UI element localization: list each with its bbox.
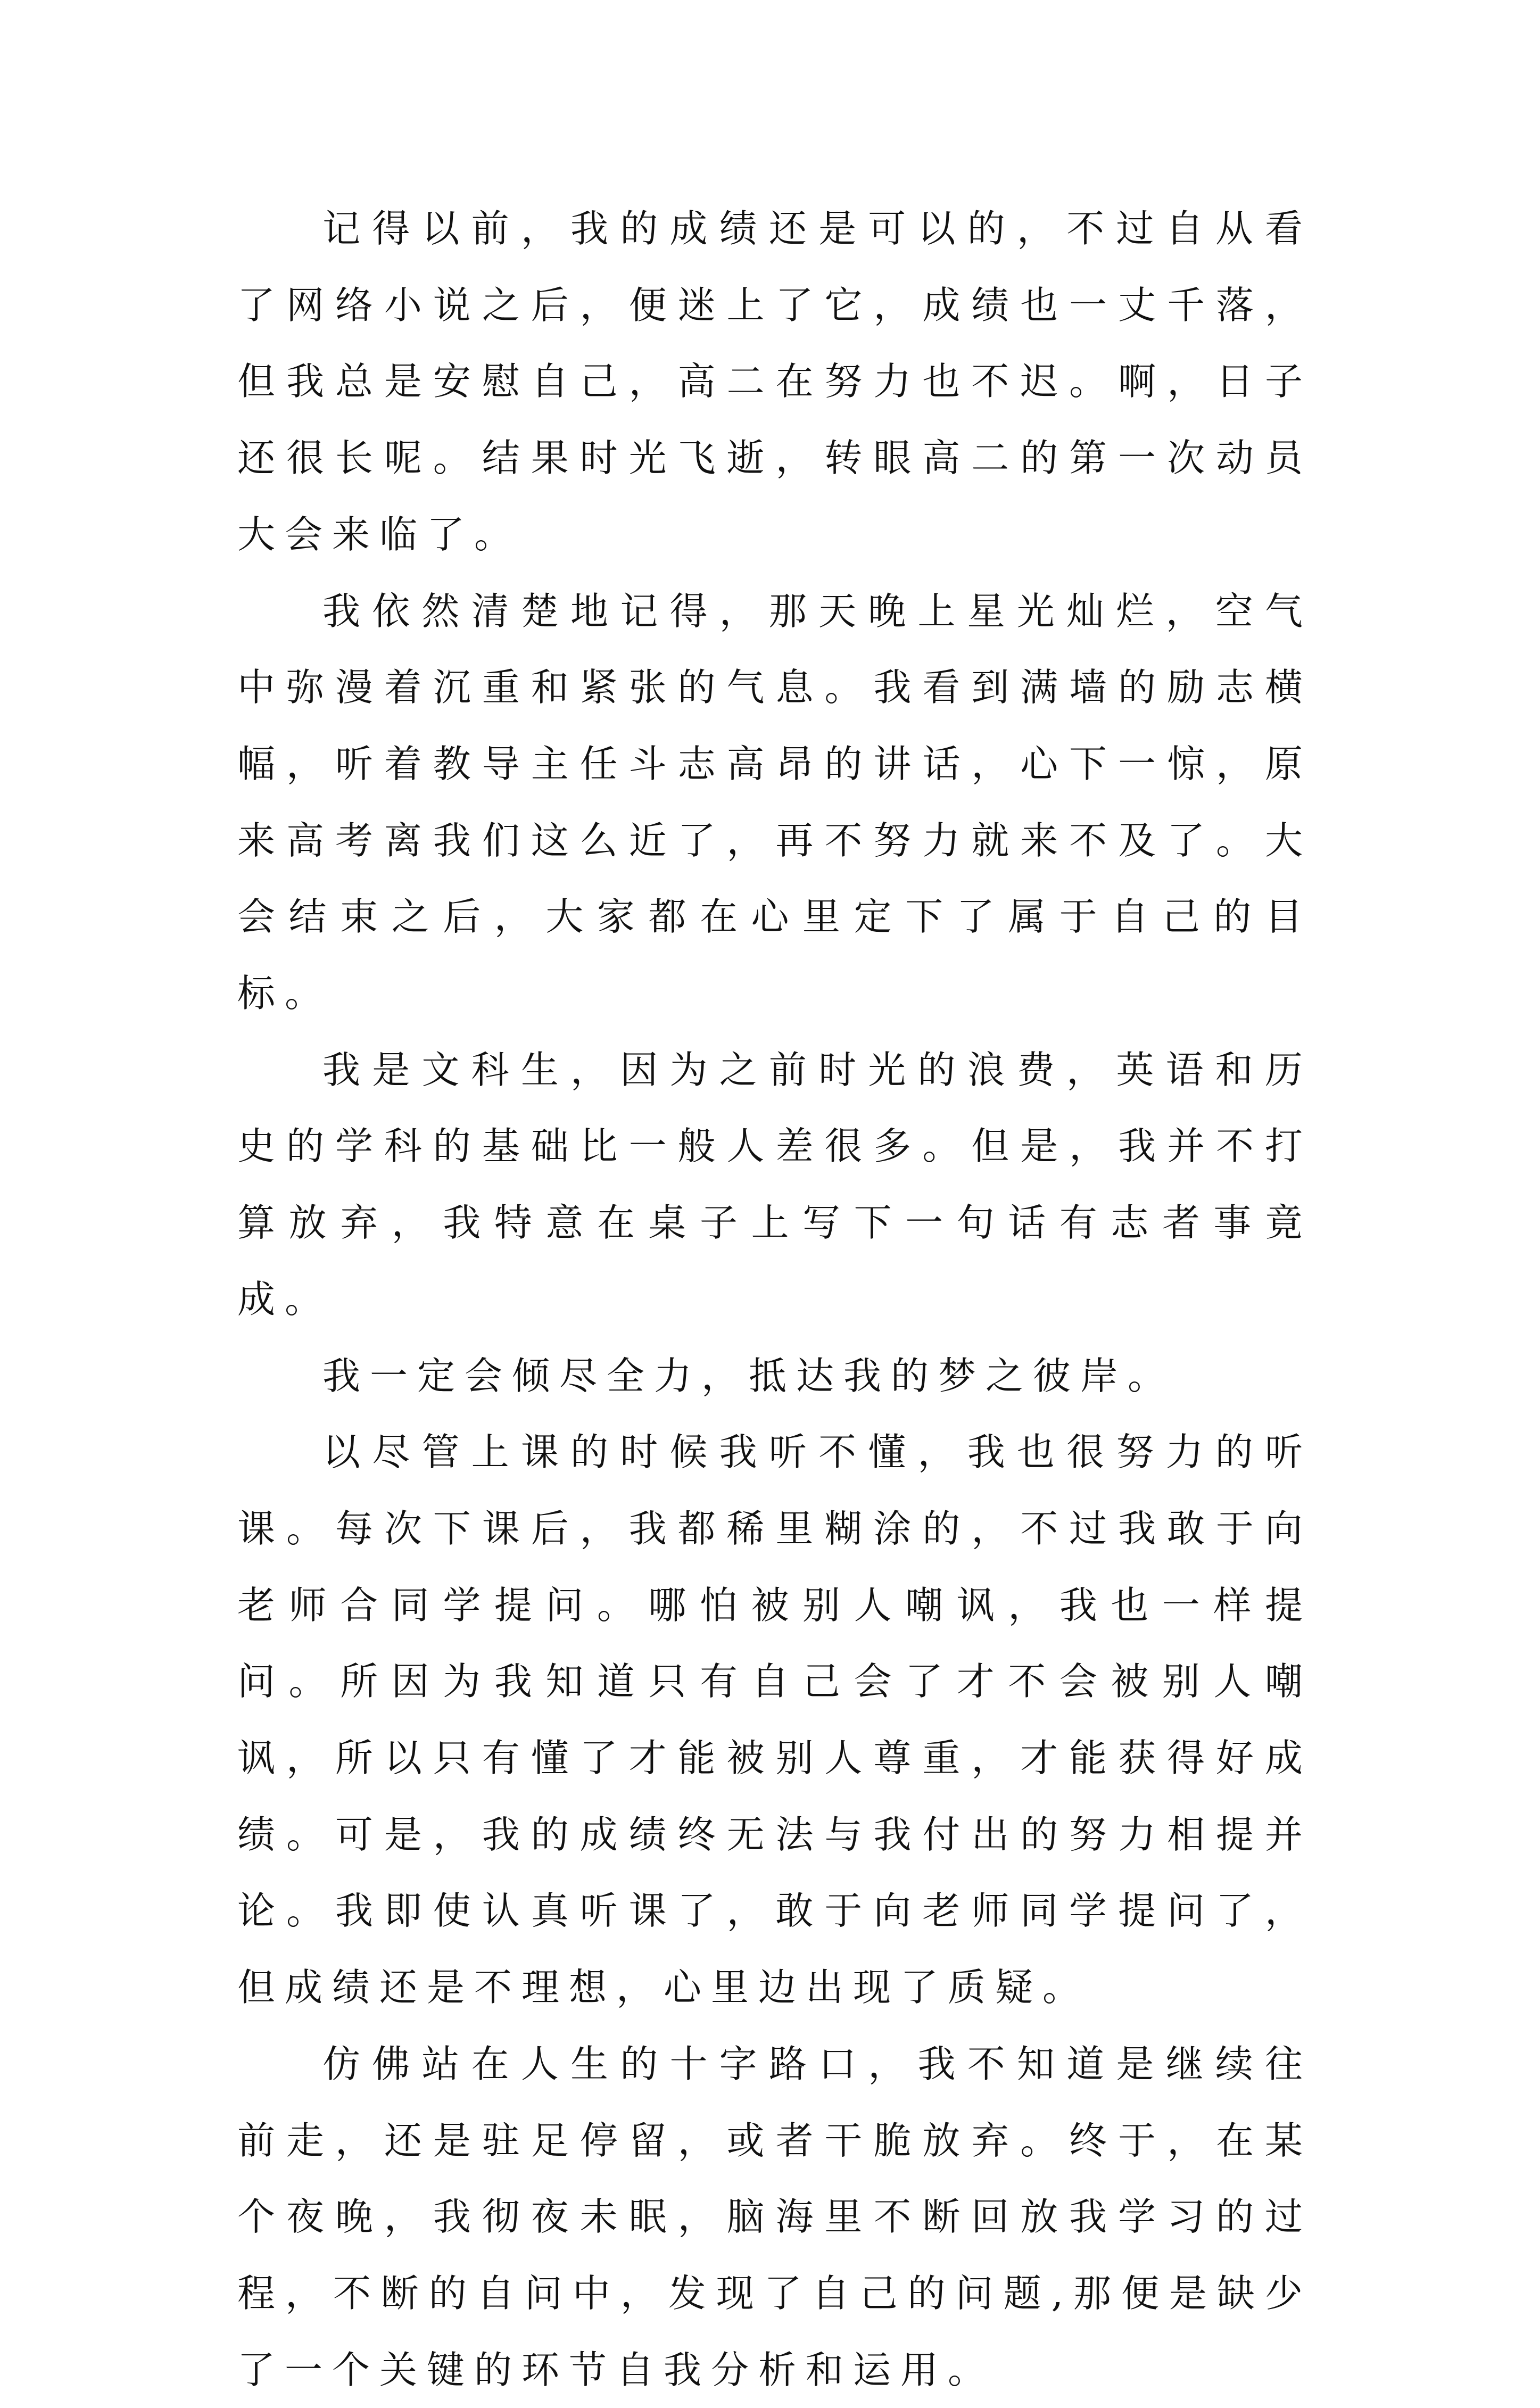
paragraph-6: 仿佛站在人生的十字路口，我不知道是继续往前走，还是驻足停留，或者干脆放弃。终于，在某个夜晚，我彻夜未眠，脑海里不断回放我学习的过程，不断的自问中，发现了自己的问题,那便是缺少了一个关键的环节自我分析和运用。 [237, 2041, 1312, 2392]
document-body [237, 191, 1312, 2408]
paragraph-2: 我依然清楚地记得，那天晚上星光灿烂，空气中弥漫着沉重和紧张的气息。我看到满墙的励志横幅，听着教导主任斗志高昂的讲话，心下一惊，原来高考离我们这么近了，再不努力就来不及了。大会结束之后，大家都在心里定下了属于自己的目标。 [237, 589, 1312, 1016]
paragraph-4: 我一定会倾尽全力，抵达我的梦之彼岸。 [322, 1353, 1175, 1398]
paragraph-3: 我是文科生，因为之前时光的浪费，英语和历史的学科的基础比一般人差很多。但是，我并不打算放弃，我特意在桌子上写下一句话有志者事竟成。 [237, 1047, 1312, 1321]
paragraph-5: 以尽管上课的时候我听不懂，我也很努力的听课。每次下课后，我都稀里糊涂的，不过我敢于向老师合同学提问。哪怕被别人嘲讽，我也一样提问。所因为我知道只有自己会了才不会被别人嘲讽，所以只有懂了才能被别人尊重，才能获得好成绩。可是，我的成绩终无法与我付出的努力相提并论。我即使认真听课了，敢于向老师同学提问了，但成绩还是不理想，心里边出现了质疑。 [237, 1430, 1312, 2010]
paragraph-1: 记得以前，我的成绩还是可以的，不过自从看了网络小说之后，便迷上了它，成绩也一丈千落，但我总是安慰自己，高二在努力也不迟。啊，日子还很长呢。结果时光飞逝，转眼高二的第一次动员大会来临了。 [237, 206, 1312, 557]
